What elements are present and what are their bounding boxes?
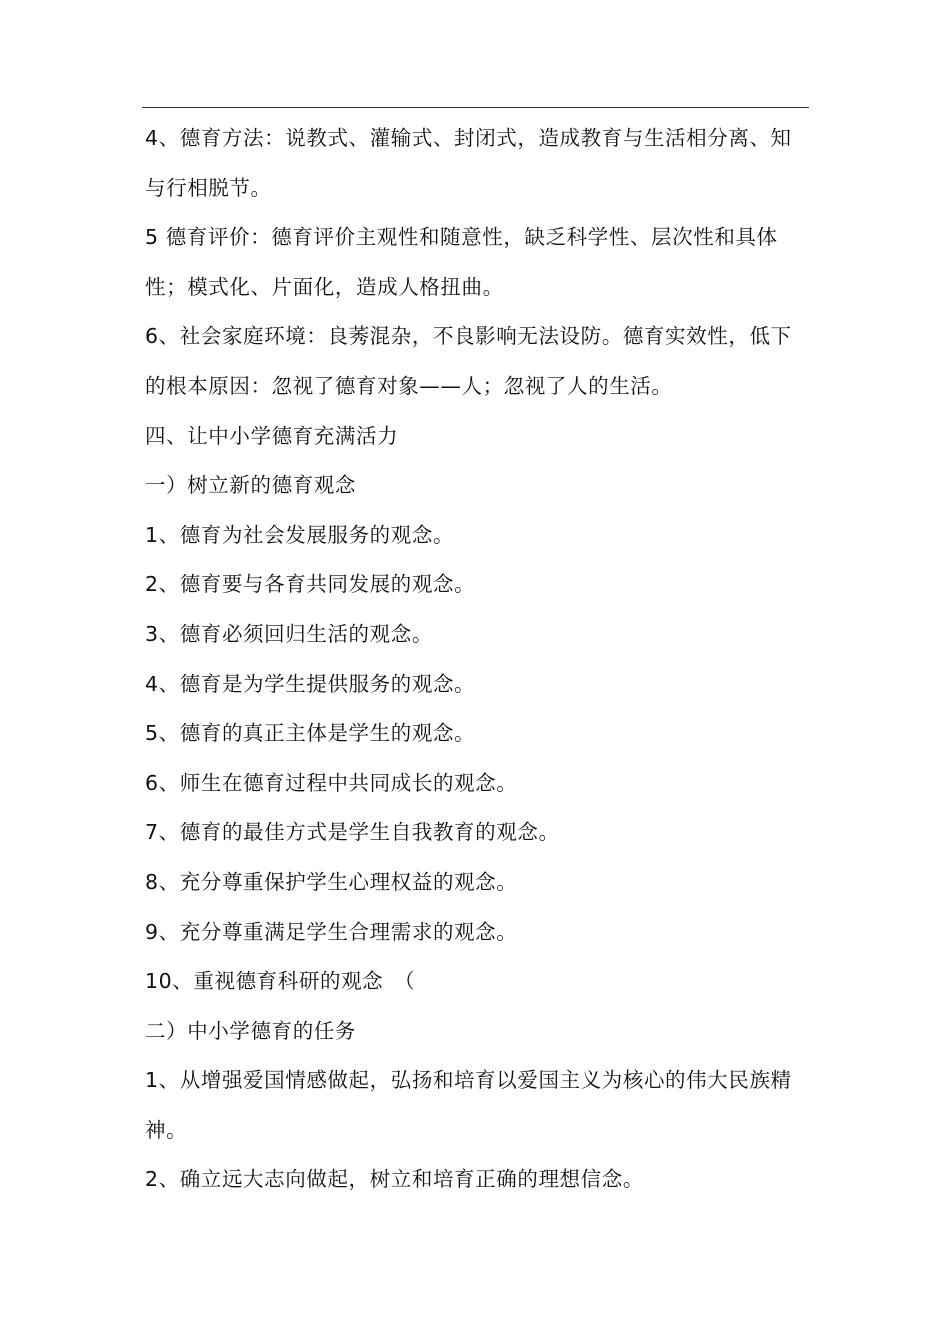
list-item: 10、重视德育科研的观念 （ bbox=[145, 969, 416, 994]
list-item: 3、德育必须回归生活的观念。 bbox=[145, 621, 433, 646]
list-item: 8、充分尊重保护学生心理权益的观念。 bbox=[145, 869, 518, 894]
paragraph-moral-education-evaluation: 5 德育评价：德育评价主观性和随意性，缺乏科学性、层次性和具体性；模式化、片面化，造成人格扭曲。 bbox=[145, 225, 778, 299]
list-item: 5、德育的真正主体是学生的观念。 bbox=[145, 721, 476, 746]
list-item: 6、师生在德育过程中共同成长的观念。 bbox=[145, 770, 518, 795]
list-item: 1、从增强爱国情感做起，弘扬和培育以爱国主义为核心的伟大民族精神。 bbox=[145, 1068, 792, 1142]
header-rule bbox=[142, 107, 809, 108]
list-item: 7、德育的最佳方式是学生自我教育的观念。 bbox=[145, 820, 560, 845]
list-item: 2、德育要与各育共同发展的观念。 bbox=[145, 572, 476, 597]
paragraph-social-family-environment: 6、社会家庭环境：良莠混杂，不良影响无法设防。德育实效性，低下的根本原因：忽视了德育对象——人；忽视了人的生活。 bbox=[145, 324, 792, 398]
list-item: 4、德育是为学生提供服务的观念。 bbox=[145, 671, 476, 696]
document-body bbox=[145, 114, 811, 1205]
subsection-heading-tasks: 二）中小学德育的任务 bbox=[145, 1018, 356, 1043]
section-heading-four: 四、让中小学德育充满活力 bbox=[145, 423, 399, 448]
list-item: 2、确立远大志向做起，树立和培育正确的理想信念。 bbox=[145, 1167, 644, 1192]
list-item: 1、德育为社会发展服务的观念。 bbox=[145, 522, 455, 547]
paragraph-moral-education-methods: 4、德育方法：说教式、灌输式、封闭式，造成教育与生活相分离、知与行相脱节。 bbox=[145, 126, 792, 200]
list-item: 9、充分尊重满足学生合理需求的观念。 bbox=[145, 919, 518, 944]
subsection-heading-new-concepts: 一）树立新的德育观念 bbox=[145, 473, 356, 498]
